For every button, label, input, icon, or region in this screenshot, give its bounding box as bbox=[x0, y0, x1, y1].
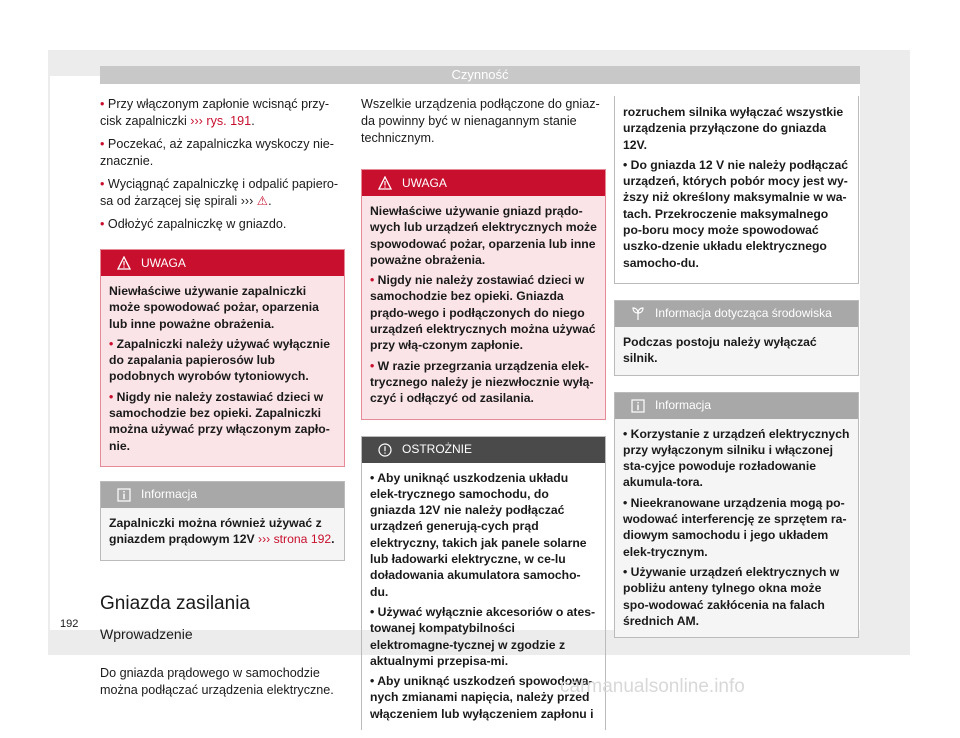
page-number: 192 bbox=[60, 618, 79, 630]
warning-box-body: Niewłaściwe używanie zapalniczki może spowodować pożar, oparzenia lub inne poważne obrażenia. • Zapalniczki należy używać wyłącznie do zapalania papierosów lub podobnych wyrobów tytoniowych. • Nigdy nie należy zostawiać dzieci w samochodzie bez opieki. Zapalniczki można używać przy włączonym zapło-nie. bbox=[109, 284, 331, 453]
step-1: • Przy włączonym zapłonie wcisnąć przy-cisk zapalniczki ››› rys. 191. bbox=[100, 97, 330, 128]
page-header: Czynność bbox=[100, 66, 860, 84]
page-ref-link[interactable]: ››› strona 192 bbox=[258, 532, 332, 547]
info-icon bbox=[631, 399, 645, 413]
fig-ref-link[interactable]: ››› rys. 191 bbox=[190, 114, 252, 128]
warning-box-body: Niewłaściwe używanie gniazd prądo-wych lub urządzeń elektrycznych może spowodować pożar, oparzenia lub inne poważne obrażenia. • Nigdy nie należy zostawiać dzieci w samochodzie bez opieki. Gniazda prądo-wego i podłączonych do niego urządzeń elektrycznych można używać przy włą-czonym zapłonie. • W razie przegrzania urządzenia elek-trycznego należy je niezwłocznie wyłą-czyć i odłączyć od zasilania. bbox=[370, 204, 597, 406]
step-3: • Wyciągnąć zapalniczkę i odpalić papiero-sa od żarzącej się spirali ››› ⚠. bbox=[100, 177, 339, 208]
step-4: • Odłożyć zapalniczkę w gniazdo. bbox=[100, 217, 287, 231]
section-subtitle: Wprowadzenie bbox=[100, 625, 193, 642]
info-box-header: Informacja bbox=[101, 482, 344, 508]
caution-box-header: OSTROŻNIE bbox=[362, 437, 605, 463]
warning-triangle-icon bbox=[378, 176, 392, 190]
leaf-icon bbox=[631, 307, 645, 321]
caution-icon bbox=[378, 443, 392, 457]
info-box-header: Informacja bbox=[615, 393, 858, 419]
info-box-body: Zapalniczki można również używać z gniazdem prądowym 12V ››› strona 192. bbox=[101, 508, 344, 560]
warning-triangle-icon bbox=[117, 256, 131, 270]
environment-box bbox=[614, 300, 859, 376]
environment-box-header: Informacja dotycząca środowiska bbox=[615, 301, 858, 327]
column-2 bbox=[361, 96, 606, 738]
footer-watermark: carmanualsonline.info bbox=[560, 676, 745, 697]
info-box-body: • Korzystanie z urządzeń elektrycznych przy wyłączonym silniku i włączonej sta-cyjce powoduje rozładowanie akumula-tora. • Nieekranowane urządzenia mogą po-wodować interferencję ze sprzętem ra-diowym samochodu i jego układem elek-trycznym. • Używanie urządzeń elektrycznych w pobliżu anteny tylnego okna może spo-wodować zakłócenia na falach średnich AM. bbox=[615, 419, 858, 638]
environment-box-body: Podczas postoju należy wyłączać silnik. bbox=[615, 327, 858, 375]
warning-box bbox=[361, 169, 606, 420]
section-title: Gniazda zasilania bbox=[100, 592, 250, 614]
warning-triangle-icon: ⚠ bbox=[256, 194, 269, 208]
step-2: • Poczekać, aż zapalniczka wyskoczy nie-znacznie. bbox=[100, 137, 335, 168]
info-icon bbox=[117, 488, 131, 502]
paragraph: Wszelkie urządzenia podłączone do gniaz-da powinny być w nienagannym stanie technicznym. bbox=[361, 97, 600, 145]
caution-box-body: rozruchem silnika wyłączać wszystkie urządzenia przyłączone do gniazda 12V. • Do gniazda 12 V nie należy podłączać urządzeń, których pobór mocy jest wy-ższy niż określony maksymalnie w wa-tach. Przekroczenie maksymalnego po-boru mocy może spowodować uszko-dzenie układu elektrycznego samocho-du. bbox=[623, 105, 849, 270]
warning-box bbox=[100, 249, 345, 467]
caution-box-continued bbox=[614, 96, 859, 284]
info-box bbox=[614, 392, 859, 639]
warning-box-header: UWAGA bbox=[362, 170, 605, 196]
column-3 bbox=[614, 96, 859, 646]
intro-paragraph: Do gniazda prądowego w samochodzie można podłączać urządzenia elektryczne. bbox=[100, 665, 334, 697]
caution-box-body: • Aby uniknąć uszkodzenia układu elek-trycznego samochodu, do gniazda 12V nie należy podłączać urządzeń generują-cych prąd elektryczny, takich jak panele solarne lub ładowarki elektryczne, w ce-lu doładowania akumulatora samocho-du. • Używać wyłącznie akcesoriów o ates-towanej kompatybilności elektromagne-tycznej w zgodzie z aktualnymi przepisa-mi. • Aby uniknąć uszkodzeń spowodowa-nych zmianami napięcia, należy przed włączeniem lub wyłączeniem zapłonu i bbox=[370, 470, 596, 721]
info-box bbox=[100, 481, 345, 561]
warning-box-header: UWAGA bbox=[101, 250, 344, 276]
column-1 bbox=[100, 96, 345, 705]
